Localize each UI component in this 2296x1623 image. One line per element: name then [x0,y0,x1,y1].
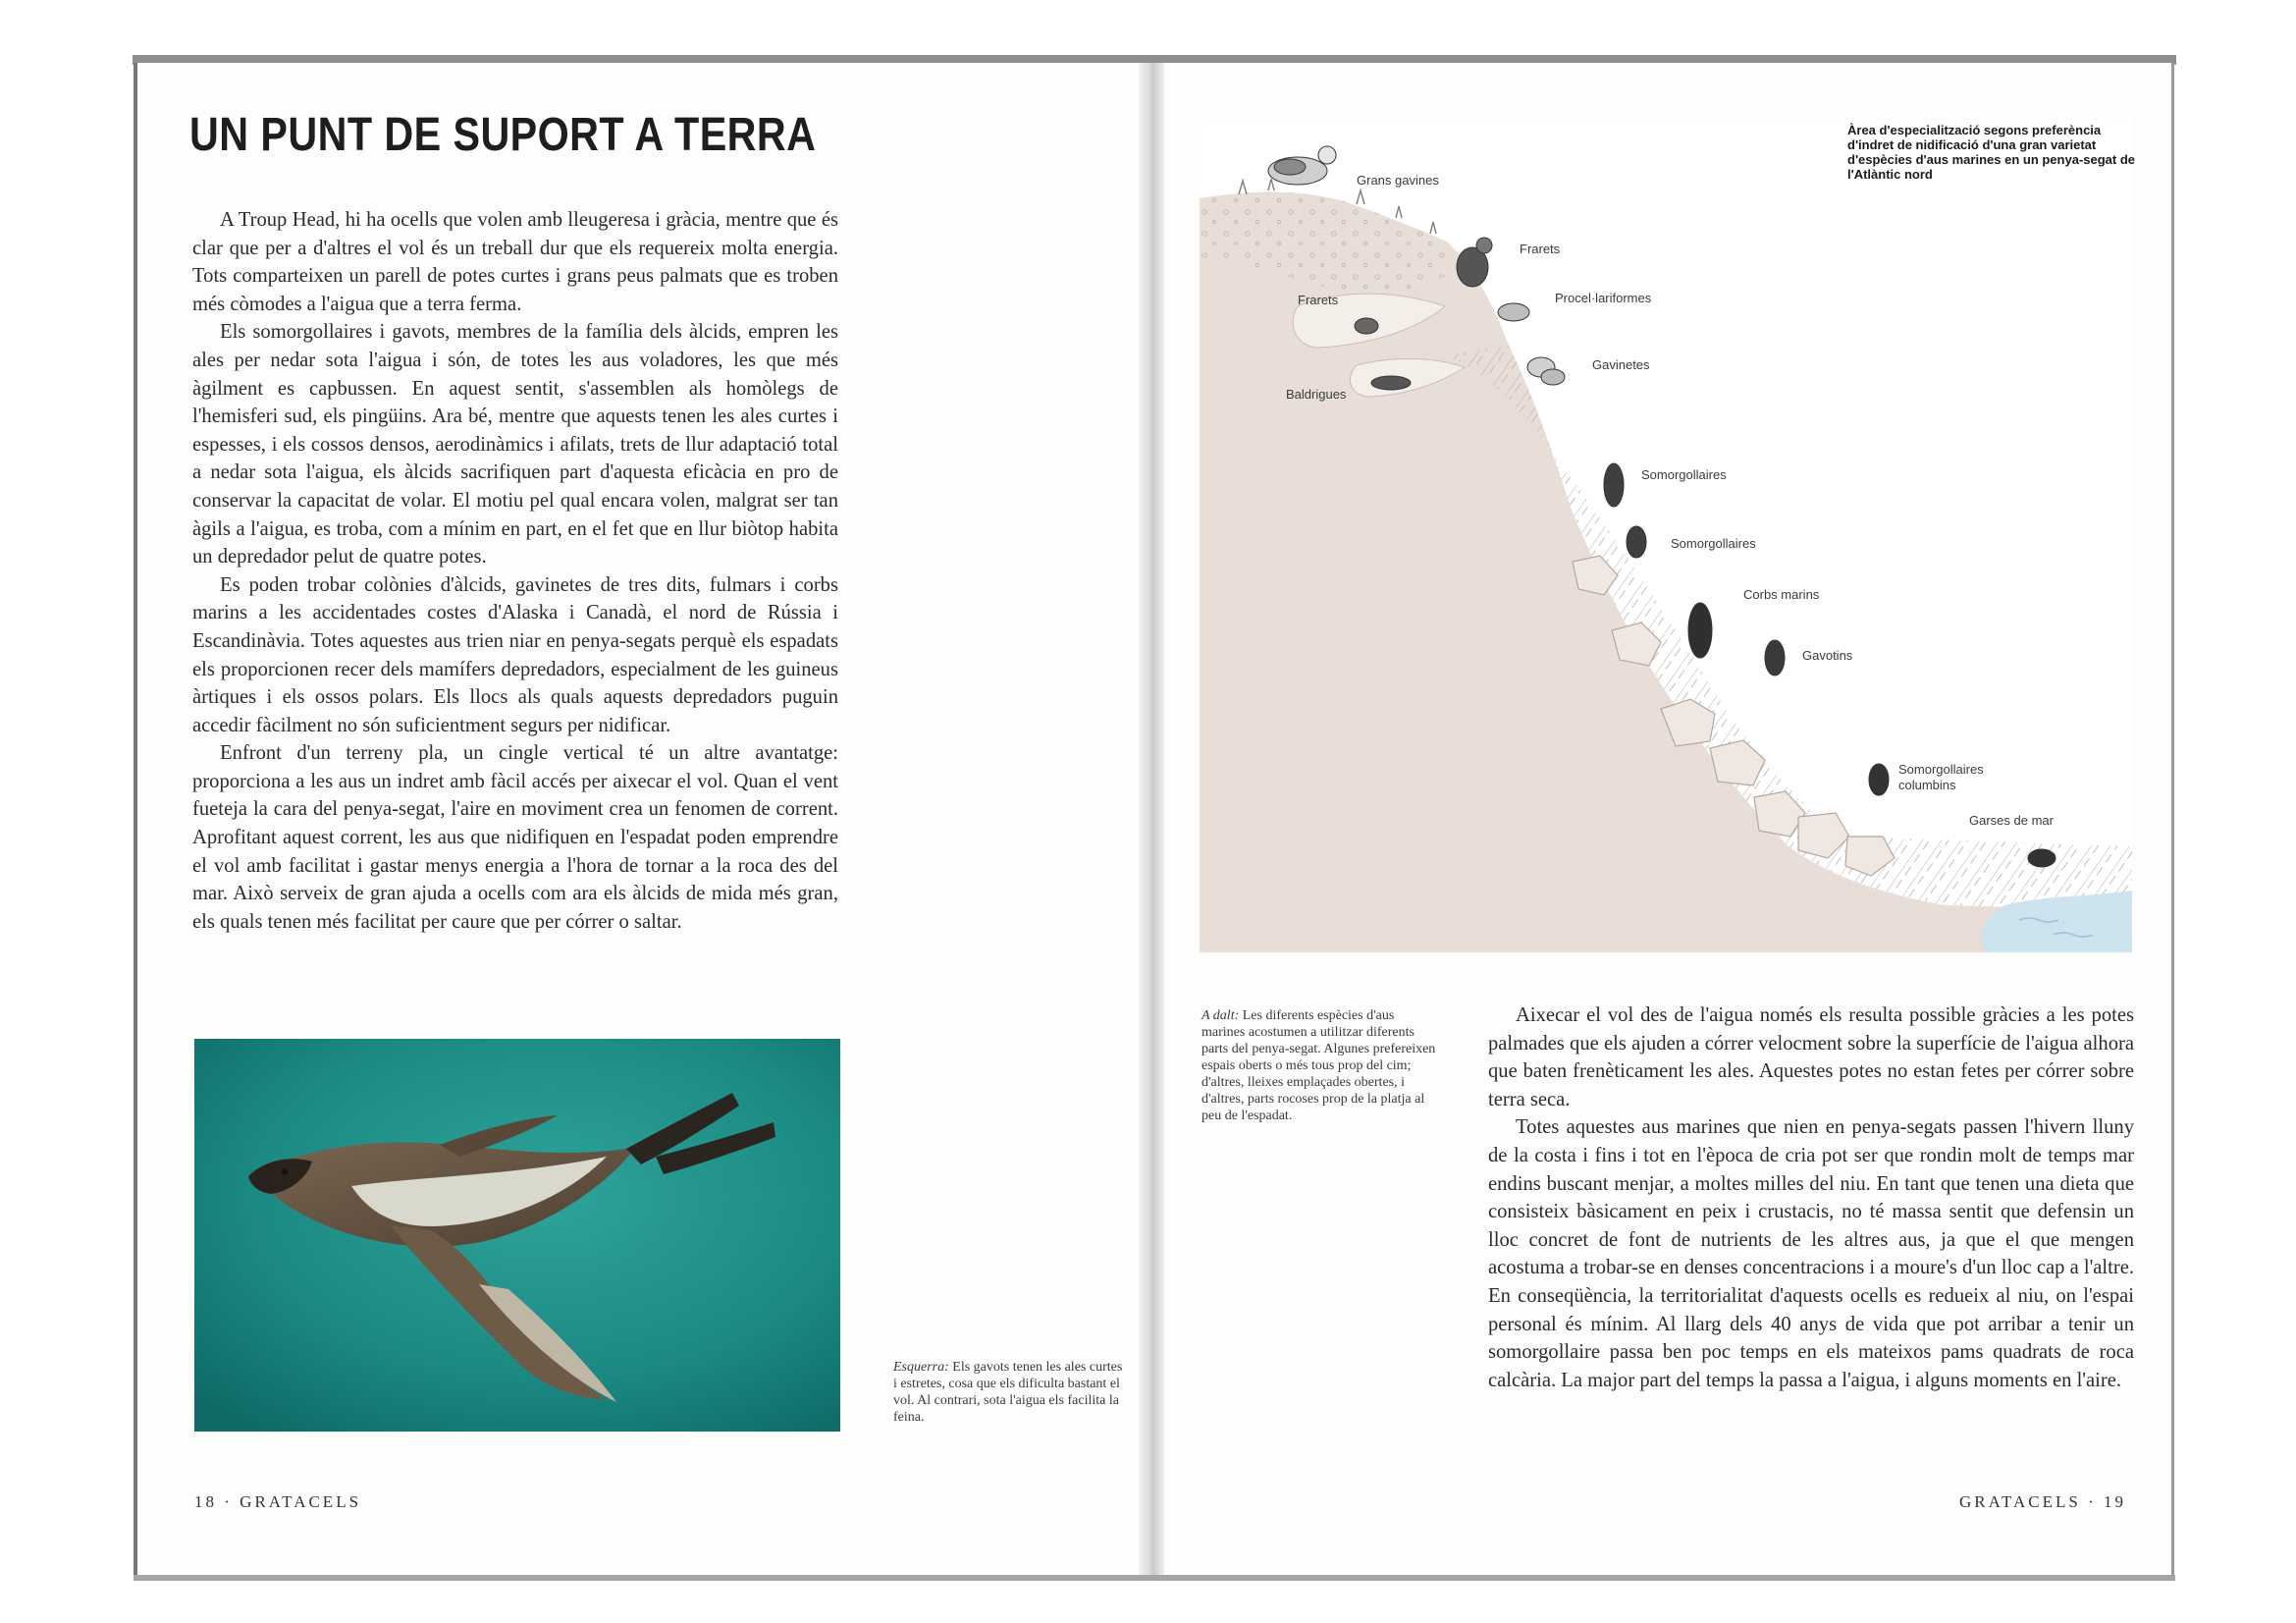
label-corbs-marins: Corbs marins [1743,587,1820,602]
folio-left: 18 · GRATACELS [194,1492,362,1511]
paragraph: A Troup Head, hi ha ocells que volen amb lleugeresa i gràcia, mentre que és clar que per a d'altres el vol és un treball dur que els requereix molta energia. Tots comparteixen un parell de potes curtes i grans peus palmats que es troben més còmodes a l'aigua que a terra ferma. [192,209,838,315]
paragraph: Totes aquestes aus marines que nien en penya-segats passen l'hivern lluny de la costa i fins i tot en l'època de cria pot ser que rondin molt de temps mar endins buscant menjar, a moltes milles del niu. En tant que tenen una dieta que consisteix bàsicament en peix i crustacis, no té massa sentit que defensin un lloc concret de font de nutrients de les altres aus, ja que el que mengen acostuma a trobar-se en denses concentracions i a moure's d'un lloc cap a l'altre. En conseqüència, la territorialitat d'aquests ocells es redueix al niu, on l'espai personal és mínim. Al llarg dels 40 anys de vida que pot arribar a tenir un somorgollaire passa ben poc temps en els mateixos pams quadrats de roca calcària. La major part del temps la passa a l'aigua, i alguns moments en l'aire. [1488,1116,2135,1391]
caption-text: Els gavots tenen les ales curtes i estretes, cosa que els dificulta bastant el vol. Al contrari, sota l'aigua els facilita la feina. [893,1360,1123,1425]
paragraph: Aixecar el vol des de l'aigua només els resulta possible gràcies a les potes palmades que els ajuden a córrer velocment sobre la superfície de l'aigua alhora que baten frenèticament les ales. Aquestes potes no estan fetes per córrer sobre terra seca. [1488,1004,2134,1110]
label-garses-de-mar: Garses de mar [1969,813,2054,828]
label-gavotins: Gavotins [1802,648,1853,663]
left-body-text [192,206,838,936]
diagram-title: Àrea d'especialització segons preferència d'indret de nidificació d'una gran varietat d'espècies d'aus marines en un penya-segat de l'Atlàntic nord [1847,123,2136,182]
caption-lead: A dalt: [1201,1008,1240,1023]
diagram-caption [1201,1007,1437,1124]
photo-caption [893,1359,1129,1426]
label-frarets-left: Frarets [1298,293,1339,307]
page-title: UN PUNT DE SUPORT A TERRA [189,109,817,161]
folio-right: GRATACELS · 19 [1959,1492,2127,1511]
guillemot-underwater-photo [194,1039,840,1432]
paragraph: Es poden trobar colònies d'àlcids, gavinetes de tres dits, fulmars i corbs marins a les accidentades costes d'Alaska i Canadà, el nord de Rússia i Escandinàvia. Totes aquestes aus trien niar en penya-segats perquè els espadats els proporcionen recer dels mamífers depredadors, especialment de les guineus àrtiques i els ossos polars. Els llocs als quals aquests depredadors puguin accedir fàcilment no són suficientment segurs per nidificar. [192,573,838,736]
caption-lead: Esquerra: [893,1360,949,1375]
label-somorgollaires-2: Somorgollaires [1671,536,1756,551]
label-procellariformes: Procel·lariformes [1555,291,1652,305]
label-grans-gavines: Grans gavines [1357,173,1439,188]
label-somorgollaires-columbins-2: columbins [1898,778,1956,792]
caption-text: Les diferents espècies d'aus marines acostumen a utilitzar diferents parts del penya-segat. Algunes prefereixen espais oberts o més tous prop del cim; d'altres, lleixes emplaçades obertes, i d'altres, parts rocoses prop de la platja al peu de l'espadat. [1201,1008,1436,1123]
label-somorgollaires-columbins-1: Somorgollaires [1898,762,1984,777]
spread-bottom-edge [133,1575,2175,1581]
paragraph: Enfront d'un terreny pla, un cingle vertical té un altre avantatge: proporciona a les aus un indret amb fàcil accés per aixecar el vol. Quan el vent fueteja la cara del penya-segat, l'aire en moviment crea un fenomen de corrent. Aprofitant aquest corrent, les aus que nidifiquen en l'espadat poden emprendre el vol amb facilitat i gastar menys energia a l'hora de tornar a la roca des del mar. Això serveix de gran ajuda a ocells com ara els àlcids de mida més gran, els quals tenen més facilitat per caure que per córrer o saltar. [192,742,838,933]
book-gutter [1139,63,1164,1579]
label-frarets-top: Frarets [1520,242,1561,256]
right-body-text [1488,1001,2134,1394]
paragraph: Els somorgollaires i gavots, membres de la família dels àlcids, empren les ales per nedar sota l'aigua i són, de totes les aus voladores, les que més àgilment es capbussen. En aquest sentit, s'assemblen als homòlegs de l'hemisferi sud, els pingüins. Ara bé, mentre que aquests tenen les ales curtes i espesses, i els cossos densos, aerodinàmics i afilats, trets de llur adaptació total a nedar sota l'aigua, els àlcids sacrifiquen part d'aquesta eficàcia en pro de conservar la capacitat de volar. El motiu pel qual encara volen, malgrat ser tan àgils a l'aigua, es troba, com a mínim en part, en el fet que en llur biòtop habita un depredador pelut de quatre potes. [192,321,838,568]
label-baldrigues: Baldrigues [1286,387,1347,402]
label-gavinetes: Gavinetes [1592,357,1650,372]
label-somorgollaires-1: Somorgollaires [1641,467,1727,482]
